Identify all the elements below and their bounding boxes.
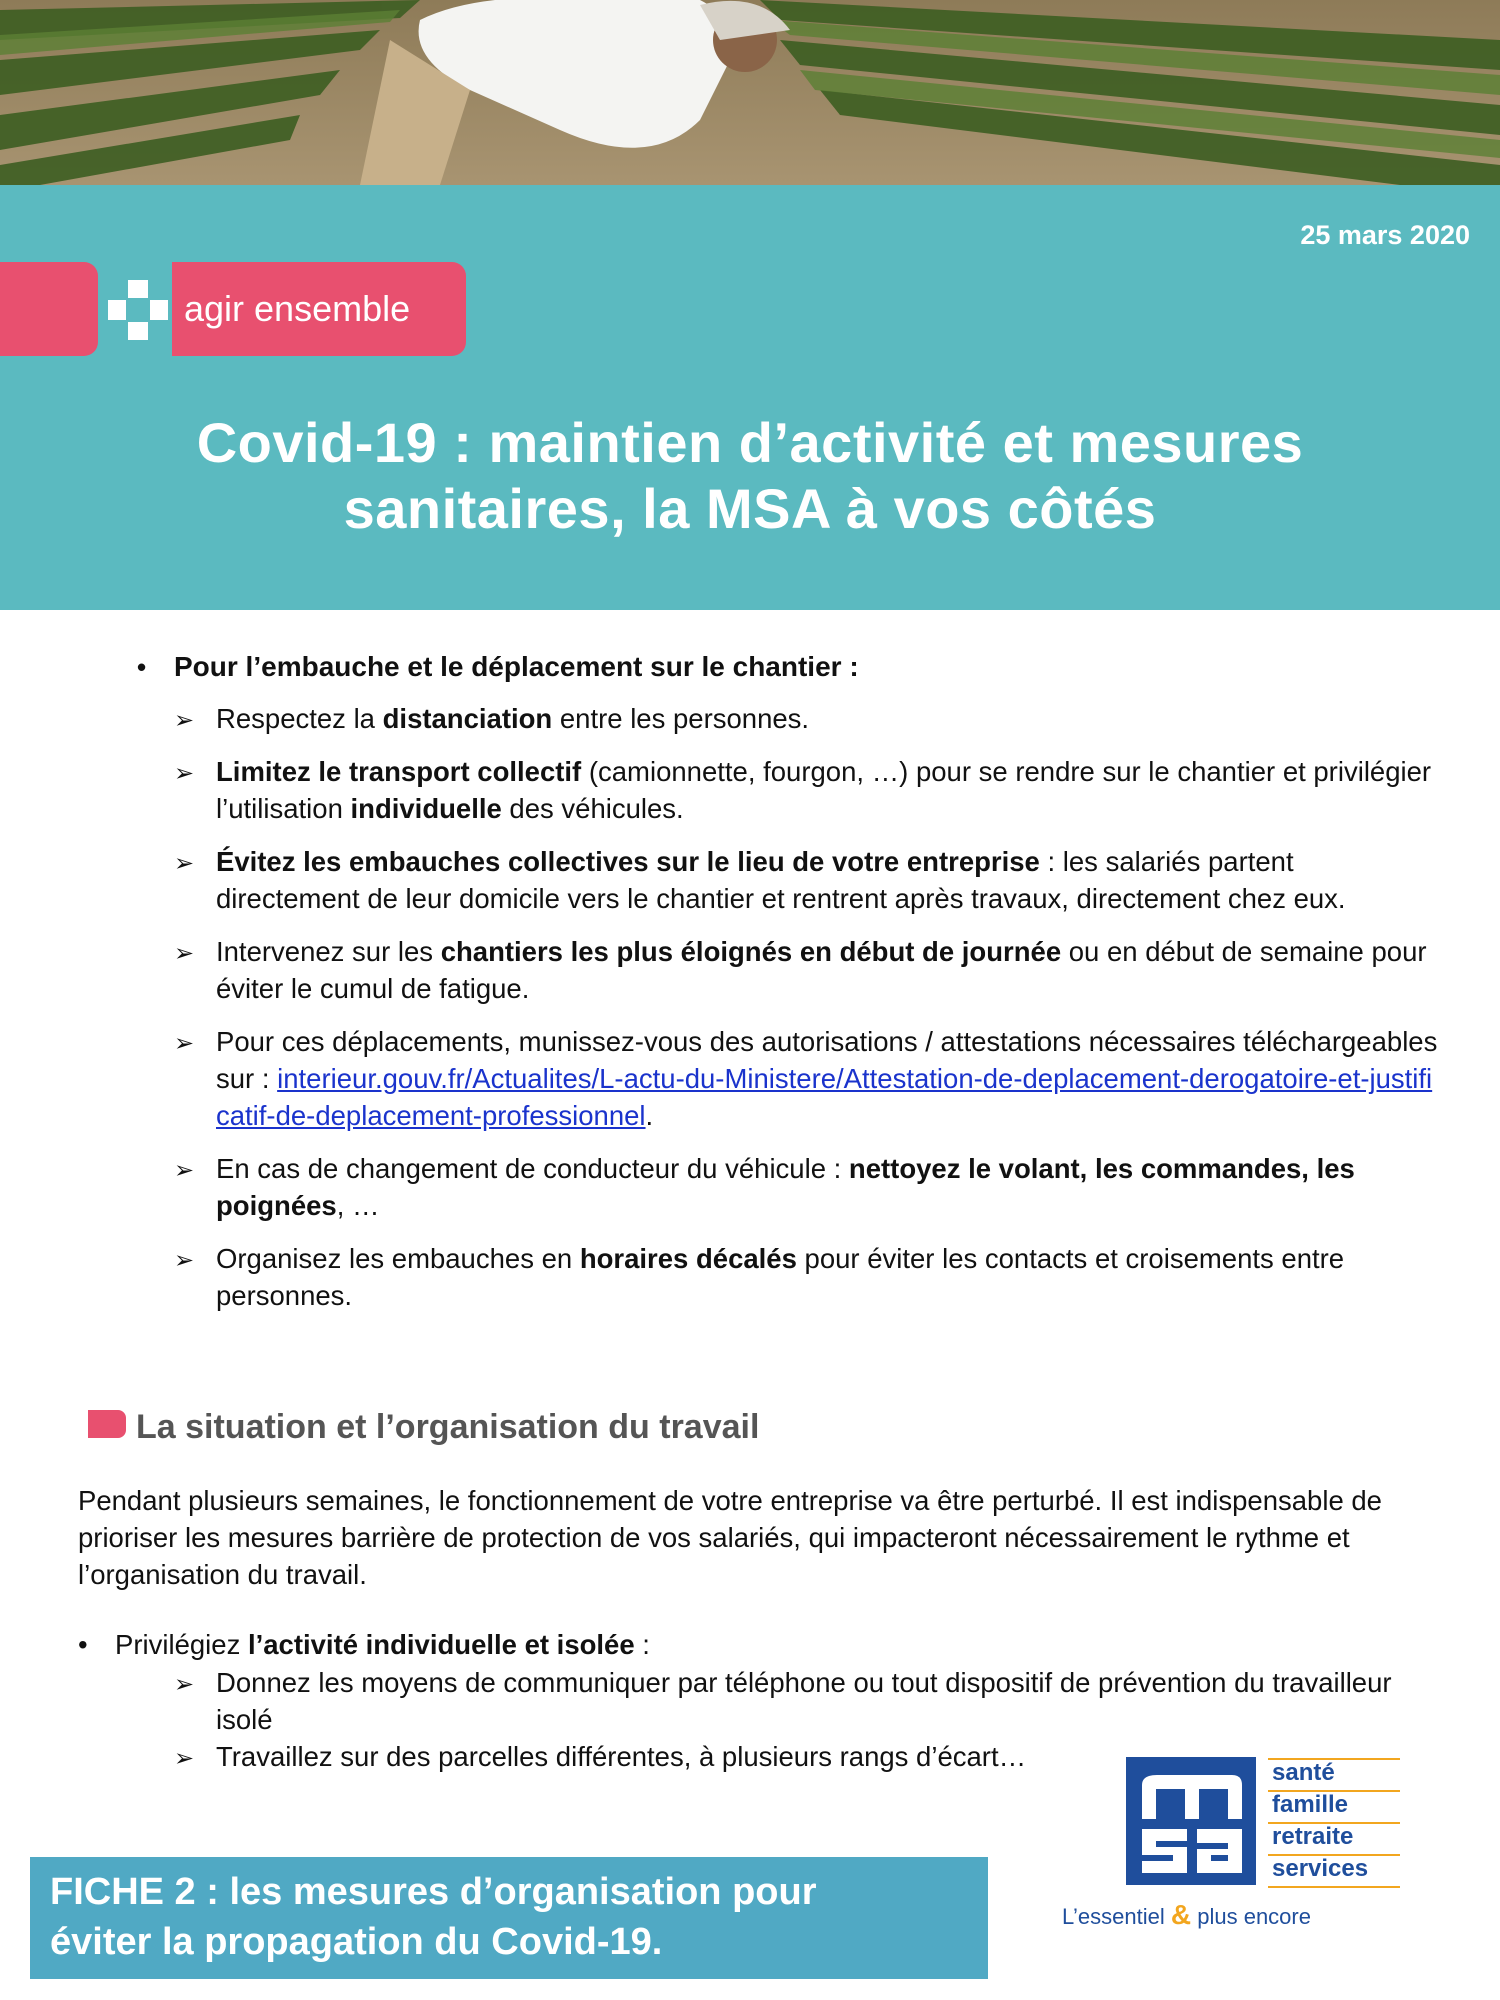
bullet-text: Privilégiez [115, 1629, 248, 1660]
section-title: La situation et l’organisation du travail [136, 1408, 760, 1446]
section-marker-icon [88, 1410, 126, 1438]
item-bold: distanciation [382, 703, 553, 734]
page-title [60, 410, 1440, 542]
logo-left-block [0, 262, 98, 356]
item-bold: nettoyez le volant, les commandes, les poignées [216, 1153, 1355, 1221]
section-bullet [78, 1626, 1415, 1663]
item-text: Travaillez sur des parcelles différentes, à plusieurs rangs d’écart… [216, 1741, 1027, 1772]
fiche-line-1: FICHE 2 : les mesures d’organisation pour [50, 1871, 817, 1913]
header-banner [0, 185, 1500, 610]
arrow-bullet-icon: ➢ [174, 1745, 195, 1772]
measures-list [174, 700, 1444, 1330]
publication-date: 25 mars 2020 [1300, 220, 1470, 250]
item-text: Pour ces déplacements, munissez-vous des autorisations / attestations nécessaires téléchargeables sur : [216, 1026, 1438, 1094]
item-text: Respectez la [216, 703, 383, 734]
arrow-bullet-icon: ➢ [174, 1030, 195, 1057]
list-heading [137, 648, 1440, 686]
item-bold: chantiers les plus éloignés en début de journée [440, 936, 1062, 967]
item-text: pour éviter les contacts et croisements entre personnes. [216, 1243, 1345, 1311]
field-photo-image [0, 0, 1500, 185]
item-text: : les salariés partent directement de leur domicile vers le chantier et rentrent après travaux, directement chez eux. [216, 846, 1346, 914]
list-item [174, 933, 1444, 1007]
list-item [174, 1240, 1444, 1314]
item-bold: horaires décalés [579, 1243, 797, 1274]
arrow-bullet-icon: ➢ [174, 1671, 195, 1698]
item-bold: individuelle [350, 793, 502, 824]
section-paragraph: Pendant plusieurs semaines, le fonctionnement de votre entreprise va être perturbé. Il est indispensable de prioriser les mesures barrière de protection de vos salariés, qui impacteront nécessairement le rythme et l’organisation du travail. [78, 1485, 1382, 1590]
list-heading-text: Pour l’embauche et le déplacement sur le chantier : [174, 651, 859, 682]
item-text: Donnez les moyens de communiquer par téléphone ou tout dispositif de prévention du travailleur isolé [216, 1667, 1392, 1735]
fiche-title-box [30, 1857, 988, 1979]
msa-word: santé [1272, 1759, 1335, 1786]
msa-words [1272, 1757, 1368, 1885]
arrow-bullet-icon: ➢ [174, 1157, 195, 1184]
list-item [174, 1664, 1414, 1738]
arrow-bullet-icon: ➢ [174, 850, 195, 877]
header-photo [0, 0, 1500, 185]
item-text: Intervenez sur les [216, 936, 441, 967]
msa-word: services [1272, 1855, 1369, 1882]
section-heading [88, 1404, 1088, 1450]
title-line-1: Covid-19 : maintien d’activité et mesures [196, 411, 1304, 474]
tagline-text: plus encore [1197, 1904, 1311, 1929]
arrow-bullet-icon: ➢ [174, 707, 195, 734]
bullet-text: : [634, 1629, 650, 1660]
item-text: des véhicules. [501, 793, 684, 824]
fiche-line-2: éviter la propagation du Covid-19. [50, 1921, 663, 1963]
item-text: (camionnette, fourgon, …) pour se rendre sur le chantier et privilégier l’utilisation [216, 756, 1432, 824]
plus-icon [108, 280, 168, 340]
list-item [174, 1150, 1444, 1224]
bullet-dot-icon: • [78, 1629, 88, 1660]
item-text: . [645, 1100, 654, 1131]
tagline-text: L’essentiel [1062, 1904, 1165, 1929]
item-text: entre les personnes. [552, 703, 810, 734]
item-bold: Évitez les embauches collectives sur le lieu de votre entreprise [216, 846, 1040, 877]
attestation-link[interactable]: interieur.gouv.fr/Actualites/L-actu-du-Ministere/Attestation-de-deplacement-derogatoire-et-justificatif-de-deplacement-professionnel [216, 1063, 1433, 1131]
item-bold: Limitez le transport collectif [216, 756, 582, 787]
arrow-bullet-icon: ➢ [174, 1247, 195, 1274]
msa-word: famille [1272, 1791, 1349, 1818]
list-item [174, 700, 1444, 737]
title-line-2: sanitaires, la MSA à vos côtés [343, 477, 1157, 540]
msa-tagline [1062, 1900, 1362, 1932]
item-text: Organisez les embauches en [216, 1243, 580, 1274]
bullet-bold: l’activité individuelle et isolée [247, 1629, 635, 1660]
list-item [174, 1023, 1444, 1134]
agir-ensemble-logo [0, 262, 470, 356]
msa-word: retraite [1272, 1823, 1354, 1850]
item-text: ou en début de semaine pour éviter le cumul de fatigue. [216, 936, 1427, 1004]
arrow-bullet-icon: ➢ [174, 940, 195, 967]
logo-text: agir ensemble [172, 262, 466, 356]
bullet-dot-icon: • [137, 652, 147, 682]
item-text: , … [336, 1190, 380, 1221]
list-item [174, 843, 1444, 917]
list-item [174, 753, 1444, 827]
ampersand-mark: & [1170, 1899, 1192, 1930]
item-text: En cas de changement de conducteur du véhicule : [216, 1153, 849, 1184]
arrow-bullet-icon: ➢ [174, 760, 195, 787]
msa-logo [1062, 1755, 1472, 1960]
